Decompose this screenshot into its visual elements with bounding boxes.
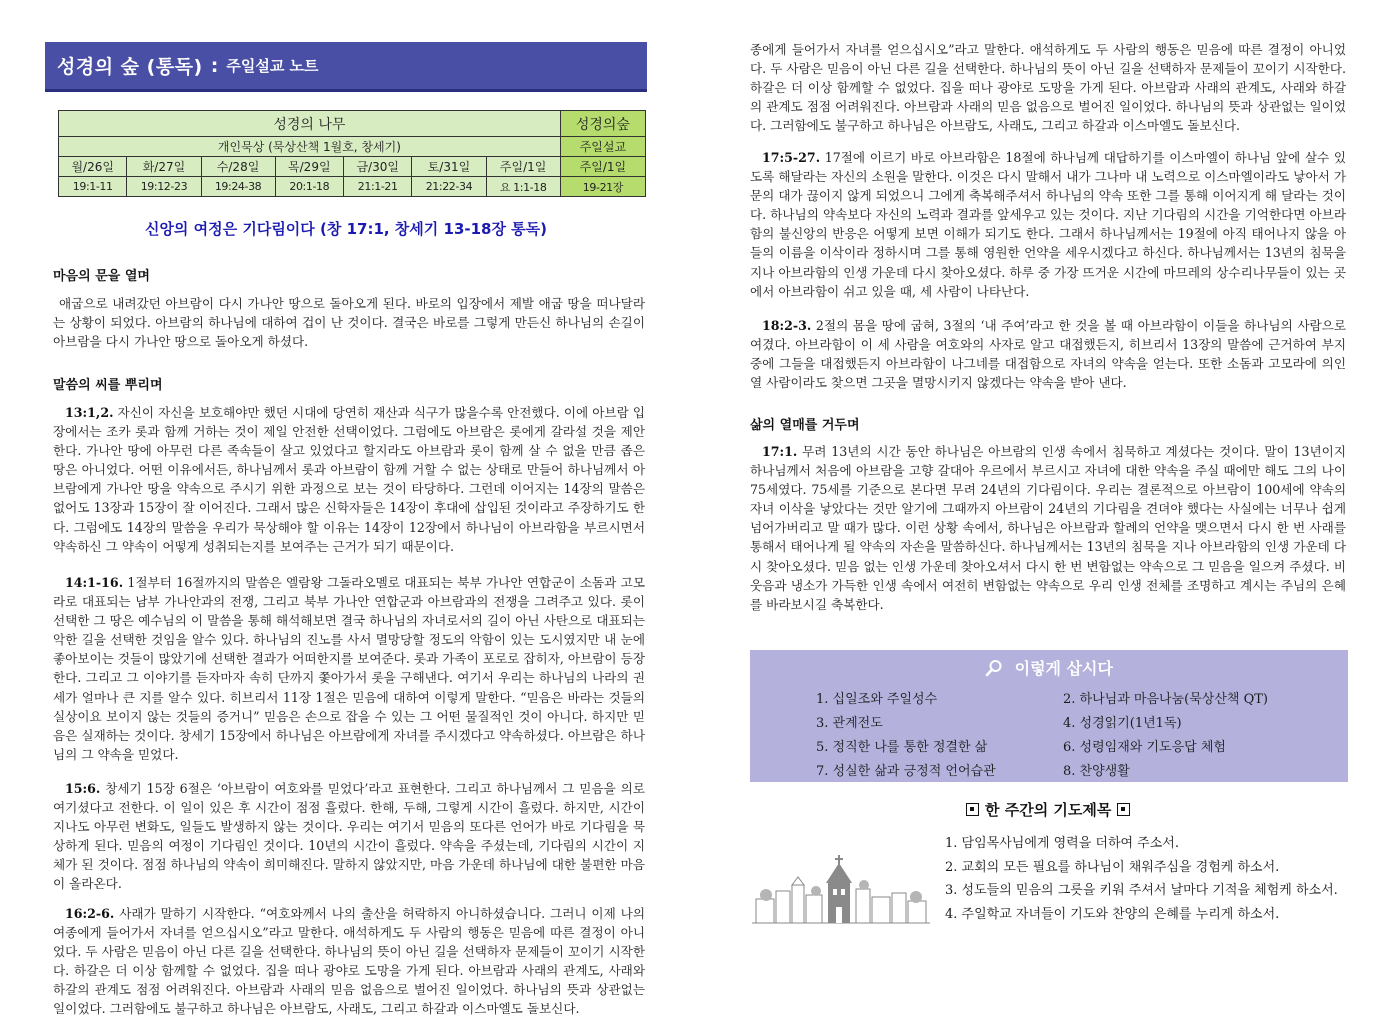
prayer-title-row — [960, 799, 1136, 820]
practice-item: 6. 성령임재와 기도응답 체험 — [1063, 740, 1226, 755]
tree-label: 성경의 나무 — [59, 111, 561, 137]
prayer-title: 한 주간의 기도제목 — [985, 801, 1112, 819]
ref-cell: 19:24-38 — [201, 177, 275, 197]
square-bullet-icon — [966, 803, 979, 816]
ref-cell: 19-21장 — [560, 177, 645, 197]
section-heading-harvest: 삶의 열매를 거두며 — [750, 418, 860, 433]
paragraph-text: 사래가 말하기 시작한다. “여호와께서 나의 출산을 허락하지 아니하셨습니다. 그러니 이제 나의 여종에게 들어가서 자녀를 얻으십시오”라고 말한다. 애석하게도 두 사람의 행동은 믿음에 따른 결정이 아니었다. 두 사람은 믿음이 아닌 다른 길을 선택한다. 하나님의 뜻이 아닌 길을 선택하자 문제들이 꼬이기 시작한다. 하갈은 더 이상 함께할 수 없었다. 집을 떠나 광야로 도망을 가게 된다. 아브람과 사래의 관계도, 사래와 하갈의 관계도 점점 어려워진다. 아브람과 사래의 믿음 없음으로 벌어진 일이었다. 하나님의 뜻과 상관없는 일이었다. 그러함에도 불구하고 하나님은 아브람도, 사래도, 그리고 하갈과 이스마엘도 돌보신다. — [53, 906, 645, 1017]
ref-cell: 21:22-34 — [412, 177, 486, 197]
verse-ref: 17:1. — [762, 444, 798, 459]
section-heading-open-heart: 마음의 문을 열며 — [53, 269, 150, 284]
tree-sub: 개인묵상 (묵상산책 1월호, 창세기) — [59, 137, 561, 157]
ref-cell: 20:1-18 — [275, 177, 343, 197]
verse-ref: 13:1,2. — [65, 405, 114, 420]
day-cell: 월/26일 — [59, 157, 127, 177]
verse-ref: 17:5-27. — [762, 150, 821, 165]
verse-ref: 14:1-16. — [65, 575, 124, 590]
paragraph-text: 1절부터 16절까지의 말씀은 엘람왕 그돌라오멜로 대표되는 북부 가나안 연합군이 소돔과 고모라로 대표되는 남부 가나안과의 전쟁, 그리고 북부 가나안 연합군과 아브람과의 전쟁을 그려주고 있다. 롯이 선택한 그 땅은 예수님의 이 말씀을 통해 해석해보면 결국 하나님의 자녀로서의 길이 아닌 사탄으로 대표되는 악한 길을 선택한 것임을 알수 있다. 하나님의 진노를 사서 멸망당할 정도의 악함이 있는 도시였지만 내 눈에 좋아보이는 것들이 많았기에 선택한 결과가 어떠한지를 보여준다. 롯과 가족이 포로로 잡히자, 아브람이 등장한다. 그리고 그 이야기를 듣자마자 속히 단까지 쫓아가서 롯을 구해낸다. 여기서 우리는 하나님의 나라의 권세가 얼마나 큰 지를 알수 있다. 히브리서 11장 1절은 믿음에 대하여 이렇게 말한다. “믿음은 바라는 것들의 실상이요 보이지 않는 것들의 증거니” 믿음은 손으로 잡을 수 있는 그 어떤 물질적인 것이 아니다. 하지만 믿음은 실재하는 것이다. 창세기 15장에서 하나님은 아브람에게 자녀를 주시겠다고 약속하셨다. 아브람은 하나님의 그 약속을 믿었다. — [53, 575, 645, 762]
header-banner — [45, 42, 647, 92]
paragraph — [750, 442, 1346, 614]
sermon-title: 신앙의 여정은 기다림이다 (창 17:1, 창세기 13-18장 통독) — [144, 220, 548, 238]
paragraph — [750, 148, 1346, 301]
practice-item: 7. 성실한 삶과 긍정적 언어습관 — [816, 764, 996, 779]
paragraph-continuation — [750, 40, 1346, 135]
ref-cell: 요 1:1-18 — [486, 177, 560, 197]
practice-item: 1. 십일조와 주일성수 — [816, 692, 938, 707]
practice-title-row — [750, 656, 1348, 681]
paragraph — [750, 316, 1346, 392]
right-column — [750, 0, 1348, 973]
practice-item: 4. 성경읽기(1년1독) — [1063, 716, 1182, 731]
paragraph-continued — [53, 904, 645, 1017]
prayer-item: 2. 교회의 모든 필요를 하나님이 채워주심을 경험케 하소서. — [945, 860, 1280, 875]
forest-sub: 주일설교 — [560, 137, 645, 157]
prayer-item: 4. 주일학교 자녀들이 기도와 찬양의 은혜를 누리게 하소서. — [945, 907, 1280, 922]
prayer-item: 1. 담임목사님에게 영력을 더하여 주소서. — [945, 836, 1179, 851]
day-cell: 토/31일 — [412, 157, 486, 177]
church-town-illustration — [752, 855, 930, 927]
section-heading-sow-word: 말씀의 씨를 뿌리며 — [53, 378, 163, 393]
verse-ref: 16:2-6. — [65, 906, 115, 921]
practice-item: 8. 찬양생활 — [1063, 764, 1130, 779]
paragraph-text: 17절에 이르기 바로 아브라함은 18절에 하나님께 대답하기를 이스마엘이 하나님 앞에 살수 있도록 해달라는 자신의 소원을 말한다. 이것은 다시 말해서 내가 그나마 내 노력으로 이스마엘이라도 낳아서 가문의 대가 끊이지 않게 되었으니 그에게 축복해주셔서 하나님의 약속 또한 그를 통해 이어지게 해 달라는 것이다. 하나님의 약속보다 자신의 노력과 결과를 앞세우고 있는 것이다. 지난 기다림의 시간을 기억한다면 아브라함의 불신앙의 반응은 어떻게 보면 이해가 되기도 한다. 그래서 하나님께서는 19절에 아직 태어나지 않을 아들의 이름을 이삭이라 정하시며 그를 통해 영원한 언약을 세우시겠다고 하신다. 하나님께서는 13년의 침묵을 지나 아브라함의 인생 가운데 다시 찾아오셨다. 하루 중 가장 뜨거운 시간에 마므레의 상수리나무들이 있는 곳에서 아브라함이 쉬고 있을 때, 세 사람이 나타난다. — [750, 150, 1346, 299]
ref-cell: 19:12-23 — [127, 177, 201, 197]
paragraph — [53, 779, 645, 894]
practice-item: 2. 하나님과 마음나눔(묵상산책 QT) — [1063, 692, 1268, 707]
paragraph-text: 종에게 들어가서 자녀를 얻으십시오”라고 말한다. 애석하게도 두 사람의 행동은 믿음에 따른 결정이 아니었다. 두 사람은 믿음이 아닌 다른 길을 선택한다. 하나님의 뜻이 아닌 길을 선택하자 문제들이 꼬이기 시작한다. 하갈은 더 이상 함께할 수 없었다. 집을 떠나 광야로 도망을 가게 된다. 아브람과 사래의 관계도, 사래와 하갈의 관계도 점점 어려워진다. 아브람과 사래의 믿음 없음으로 벌어진 일이었다. 하나님의 뜻과 상관없는 일이었다. 그러함에도 불구하고 하나님은 아브람도, 사래도, 그리고 하갈과 이스마엘도 돌보신다. — [750, 42, 1346, 134]
square-bullet-icon — [1117, 803, 1130, 816]
forest-label: 성경의숲 — [560, 111, 645, 137]
paragraph-text: 무려 13년의 시간 동안 하나님은 아브람의 인생 속에서 침묵하고 계셨다는 것이다. 말이 13년이지 하나님께서 처음에 아브람을 고향 갈대아 우르에서 부르시고 자녀에 대한 약속을 주실 때에만 해도 그의 나이 75세였다. 75세를 기준으로 본다면 무려 24년의 기다림이다. 우리는 결론적으로 아브람이 100세에 약속의 자녀 이삭을 낳았다는 것만 알기에 그때까지 아브람이 24년의 기다림을 견뎌야 했다는 사실에는 너무나 쉽게 넘어가버리고 말 때가 많다. 이런 상황 속에서, 하나님은 아브람과 할례의 언약을 맺으면서 다시 한 번 사래를 통해서 태어나게 될 약속의 자손을 말씀하신다. 하나님께서는 13년의 침묵을 지나 아브라함의 인생 가운데 다시 찾아오셨다. 믿음 없는 인생 가운데 찾아오셔서 다시 한 번 변함없는 약속으로 그 믿음을 일으켜 주셨다. 비웃음과 냉소가 가득한 인생 속에서 여전히 변함없는 약속으로 우리 인생 전체를 조명하고 계시는 주님의 은혜를 바라보시길 축복한다. — [750, 444, 1346, 612]
reading-schedule-table — [58, 110, 646, 197]
practice-item: 3. 관계전도 — [816, 716, 883, 731]
paragraph-text: 자신이 자신을 보호해야만 했던 시대에 당연히 재산과 식구가 많을수록 안전했다. 이에 아브람 입장에서는 조카 롯과 함께 거하는 것이 제일 안전한 선택이었다. 그럼에도 아브람은 롯에게 갈라설 것을 제안한다. 가나안 땅에 아무런 다른 족속들이 살고 있었다고 할지라도 아브람과 롯이 함께 살 수 없을 만큼 좁은 땅은 아니었다. 어떤 이유에서든, 하나님께서 롯과 아브람이 함께 거할 수 없는 상태로 만들어 하나님께서 아브람에게 가나안 땅을 약속으로 주시기 위한 과정으로 보는 것이 타당하다. 그런데 이어지는 14장의 말씀은 없어도 13장과 15장이 잘 이어진다. 그래서 많은 신학자들은 14장이 후대에 삽입된 것이라고 주장하기도 한다. 그럼에도 14장의 말씀을 우리가 묵상해야 할 이유는 14장이 12장에서 하나님이 아브라함을 부르시면서 약속하신 그 약속이 어떻게 성취되는지를 보여주는 근거가 되기 때문이다. — [53, 405, 645, 554]
paragraph-text: 2절의 몸을 땅에 굽혀, 3절의 ‘내 주여’라고 한 것을 볼 때 아브라함이 이들을 하나님의 사람으로 여겼다. 아브라함이 이 세 사람을 여호와의 사자로 알고 대접했든지, 히브리서 13장의 말씀에 근거하여 부지중에 그들을 대접했든지 아브라함이 나그네를 대접함으로 자녀의 약속을 얻는다. 또한 소돔과 고모라에 의인 열 사람이라도 찾으면 그곳을 멸망시키지 않겠다는 약속을 받아 낸다. — [750, 318, 1346, 391]
day-cell: 주일/1일 — [560, 157, 645, 177]
page-title: 성경의 숲 (통독) — [57, 56, 203, 78]
verse-ref: 15:6. — [65, 781, 101, 796]
intro-paragraph: 애굽으로 내려갔던 아브람이 다시 가나안 땅으로 돌아오게 된다. 바로의 입장에서 제발 애굽 땅을 떠나달라는 상황이 되었다. 아브람의 하나님에 대하여 겁이 난 것이다. 결국은 바로를 그렇게 만든신 하나님의 손길이 아브람을 다시 가나안 땅으로 돌아오게 하셨다. — [53, 296, 645, 350]
practice-title: 이렇게 삽시다 — [1014, 659, 1113, 678]
day-cell: 금/30일 — [344, 157, 412, 177]
practice-item: 5. 정직한 나를 통한 정결한 삶 — [816, 740, 988, 755]
day-cell: 화/27일 — [127, 157, 201, 177]
day-cell: 목/29일 — [275, 157, 343, 177]
title-colon: : — [210, 54, 219, 77]
left-column — [45, 0, 647, 1017]
practice-box — [750, 650, 1348, 782]
magnifier-icon — [985, 659, 1003, 681]
ref-cell: 19:1-11 — [59, 177, 127, 197]
day-cell: 주일/1일 — [486, 157, 560, 177]
page-subtitle: 주일설교 노트 — [226, 57, 319, 75]
paragraph-text: 창세기 15장 6절은 ‘아브람이 여호와를 믿었다’라고 표현한다. 그리고 하나님께서 그 믿음을 의로 여기셨다고 전한다. 이 일이 있은 후 시간이 점점 흘렀다. 한해, 두해, 그렇게 시간이 흘렀다. 하지만, 시간이 지나도 아무런 변화도, 일들도 발생하지 않는 것이다. 우리는 여기서 믿음의 또다른 언어가 바로 기다림을 묵상하게 된다. 믿음의 여정이 기다림인 것이다. 10년의 시간이 흘렀다. 약속을 주셨는데, 기다림의 시간이 지체가 된 것이다. 점점 하나님의 약속이 희미해진다. 말하지 않았지만, 마음 가운데 하나님에 대한 불편한 마음이 올라온다. — [53, 781, 645, 892]
paragraph — [53, 403, 645, 556]
ref-cell: 21:1-21 — [344, 177, 412, 197]
verse-ref: 18:2-3. — [762, 318, 812, 333]
day-cell: 수/28일 — [201, 157, 275, 177]
prayer-item: 3. 성도들의 믿음의 그릇을 키워 주셔서 날마다 기적을 체험케 하소서. — [945, 883, 1338, 898]
paragraph — [53, 573, 645, 764]
